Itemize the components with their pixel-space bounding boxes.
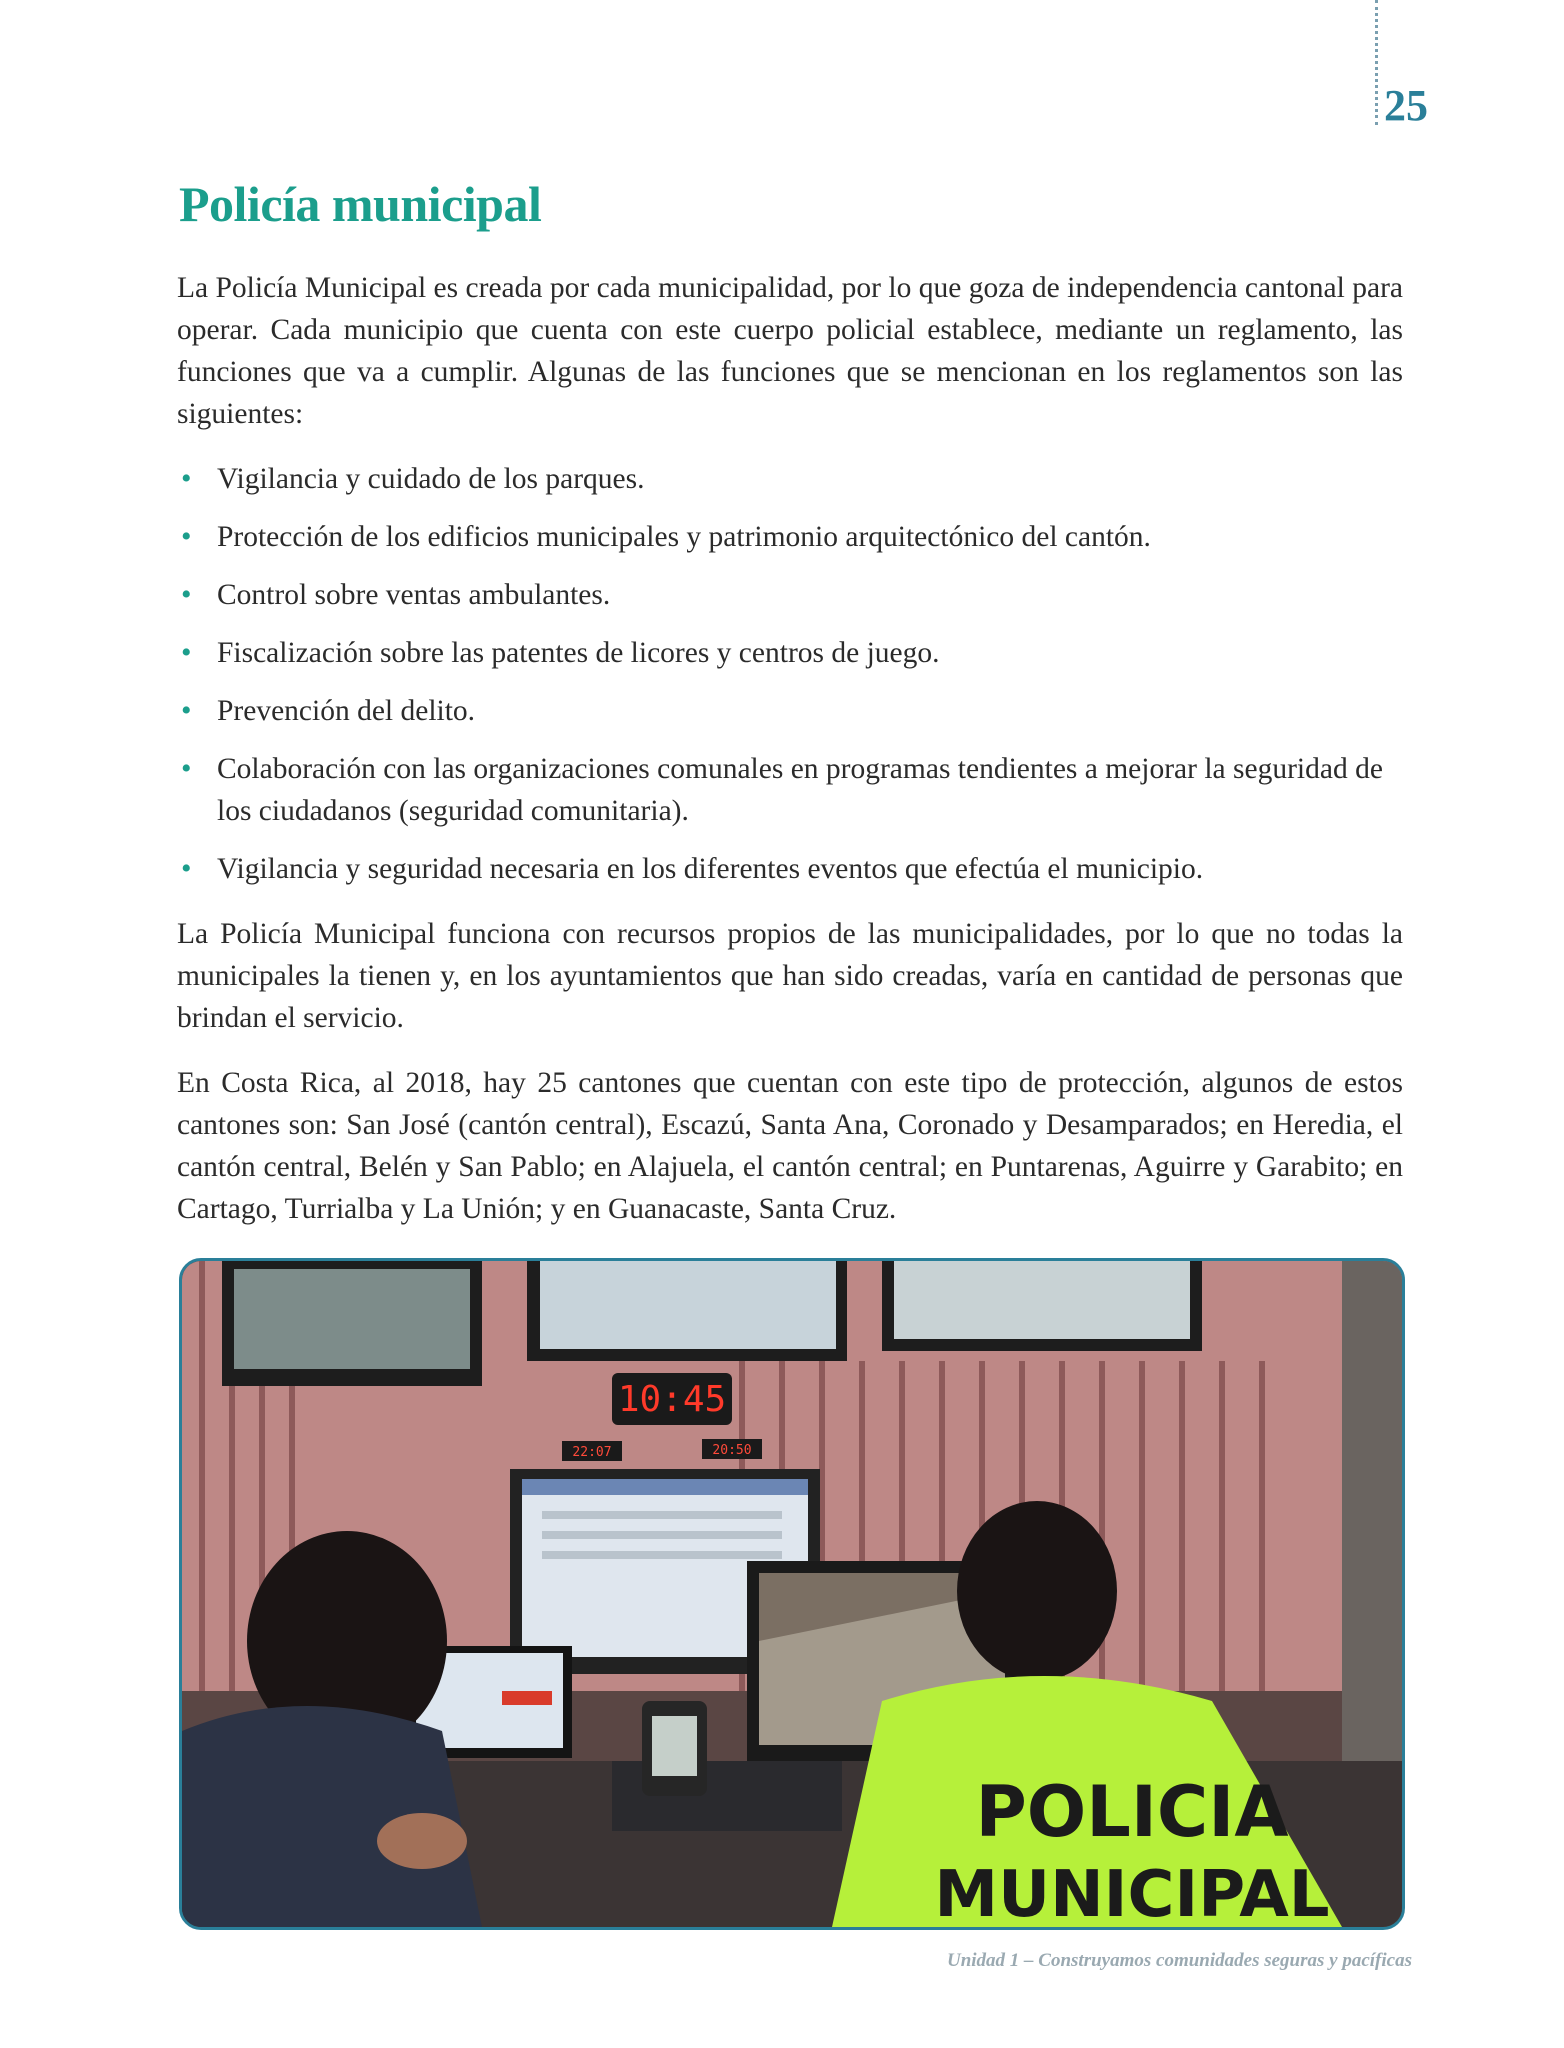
- header-dotted-rule: [1375, 0, 1378, 125]
- bullet-icon: •: [181, 752, 192, 785]
- small-clock-left: 22:07: [572, 1445, 612, 1460]
- page-title: Policía municipal: [179, 176, 542, 232]
- vest-text-policia: POLICIA: [975, 1771, 1289, 1853]
- list-item: • Control sobre ventas ambulantes.: [177, 574, 1403, 616]
- cantons-paragraph: En Costa Rica, al 2018, hay 25 cantones que cuentan con este tipo de protección, algunos de estos cantones son: San José (cantón central), Escazú, Santa Ana, Coronado y Desamparados; en Heredia, el cantón central, Belén y San Pablo; en Alajuela, el cantón central; en Puntarenas, Aguirre y Garabito; en Cartago, Turrialba y La Unión; y en Guanacaste, Santa Cruz.: [177, 1067, 1403, 1225]
- clock-display: 10:45: [617, 1379, 727, 1420]
- intro-paragraph: La Policía Municipal es creada por cada municipalidad, por lo que goza de independencia cantonal para operar. Cada municipio que cuenta con este cuerpo policial establece, mediante un reglamento, las funciones que va a cumplir. Algunas de las funciones que se mencionan en los reglamentos son las siguientes:: [177, 272, 1403, 430]
- page-number: 25: [1384, 81, 1428, 130]
- control-room-photo: [179, 1258, 1405, 1930]
- list-item: • Protección de los edificios municipales y patrimonio arquitectónico del cantón.: [177, 516, 1403, 558]
- list-item: • Colaboración con las organizaciones comunales en programas tendientes a mejorar la seguridad de los ciudadanos (seguridad comunitaria).: [177, 748, 1403, 832]
- list-item: • Vigilancia y cuidado de los parques.: [177, 458, 1403, 500]
- bullet-icon: •: [181, 462, 192, 495]
- resources-paragraph: La Policía Municipal funciona con recursos propios de las municipalidades, por lo que no todas la municipales la tienen y, en los ayuntamientos que han sido creadas, varía en cantidad de personas que brindan el servicio.: [177, 918, 1403, 1034]
- bullet-icon: •: [181, 636, 192, 669]
- bullet-icon: •: [181, 578, 192, 611]
- list-item: • Vigilancia y seguridad necesaria en los diferentes eventos que efectúa el municipio.: [177, 848, 1403, 890]
- control-room-illustration: [182, 1261, 1402, 1927]
- bullet-icon: •: [181, 694, 192, 727]
- functions-list: [177, 458, 1403, 906]
- small-clock-right: 20:50: [712, 1443, 752, 1458]
- bullet-icon: •: [181, 520, 192, 553]
- page-footer: Unidad 1 – Construyamos comunidades seguras y pacíficas: [946, 1950, 1412, 1971]
- vest-text-municipal: MUNICIPAL: [934, 1858, 1330, 1927]
- list-item: • Prevención del delito.: [177, 690, 1403, 732]
- list-item: • Fiscalización sobre las patentes de licores y centros de juego.: [177, 632, 1403, 674]
- bullet-icon: •: [181, 852, 192, 885]
